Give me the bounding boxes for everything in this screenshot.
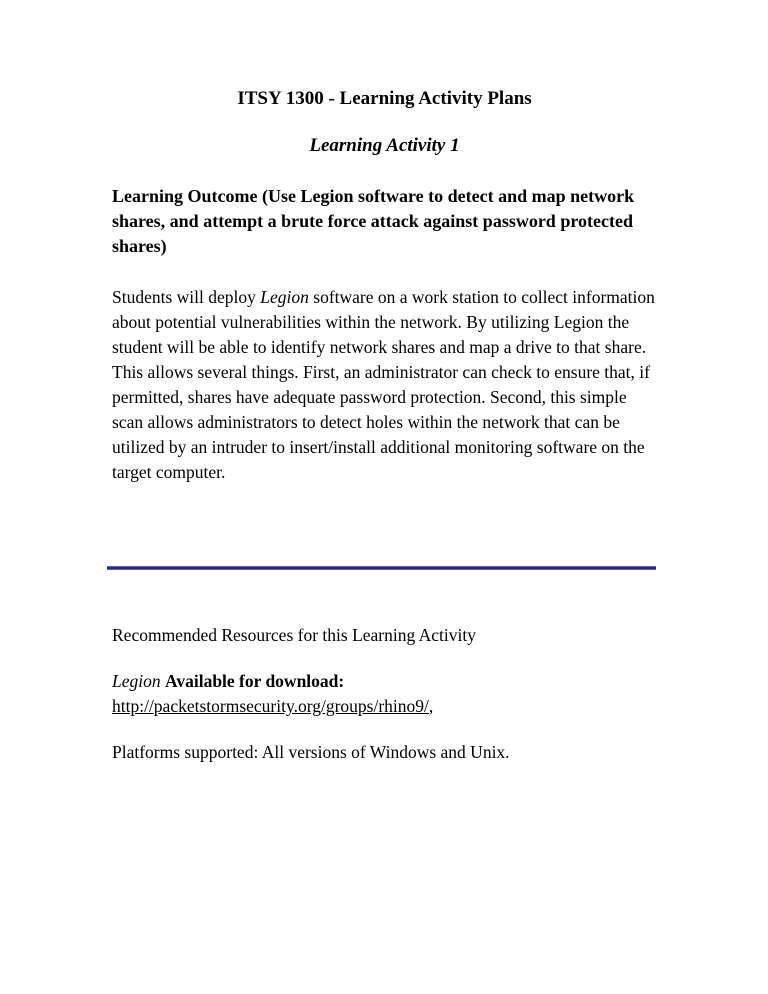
page-title: ITSY 1300 - Learning Activity Plans <box>237 88 532 109</box>
legion-italic-term: Legion <box>260 286 309 307</box>
download-label: Available for download: <box>165 670 345 691</box>
section-divider <box>107 566 656 570</box>
body-paragraph <box>112 285 657 485</box>
platforms-paragraph: Platforms supported: All versions of Windows and Unix. <box>112 741 510 762</box>
body-text-before-legion: Students will deploy <box>112 286 261 307</box>
url-trailing-comma: , <box>428 695 434 716</box>
download-paragraph <box>112 669 657 719</box>
download-url-link[interactable]: http://packetstormsecurity.org/groups/rhino9/ <box>112 695 429 716</box>
page-subtitle: Learning Activity 1 <box>309 134 460 156</box>
learning-outcome-paragraph: Learning Outcome (Use Legion software to detect and map network shares, and attempt a brute force attack against password protected shares) <box>112 185 635 256</box>
resources-heading: Recommended Resources for this Learning Activity <box>112 624 477 645</box>
body-text-after-legion: software on a work station to collect information about potential vulnerabilities within the network. By utilizing Legion the student will be able to identify network shares and map a drive to that share. This allows several things. First, an administrator can check to ensure that, if permitted, shares have adequate password protection. Second, this simple scan allows administrators to detect holes within the network that can be utilized by an intruder to insert/install additional monitoring software on the target computer. <box>112 286 655 482</box>
legion-italic-term: Legion <box>112 670 161 691</box>
